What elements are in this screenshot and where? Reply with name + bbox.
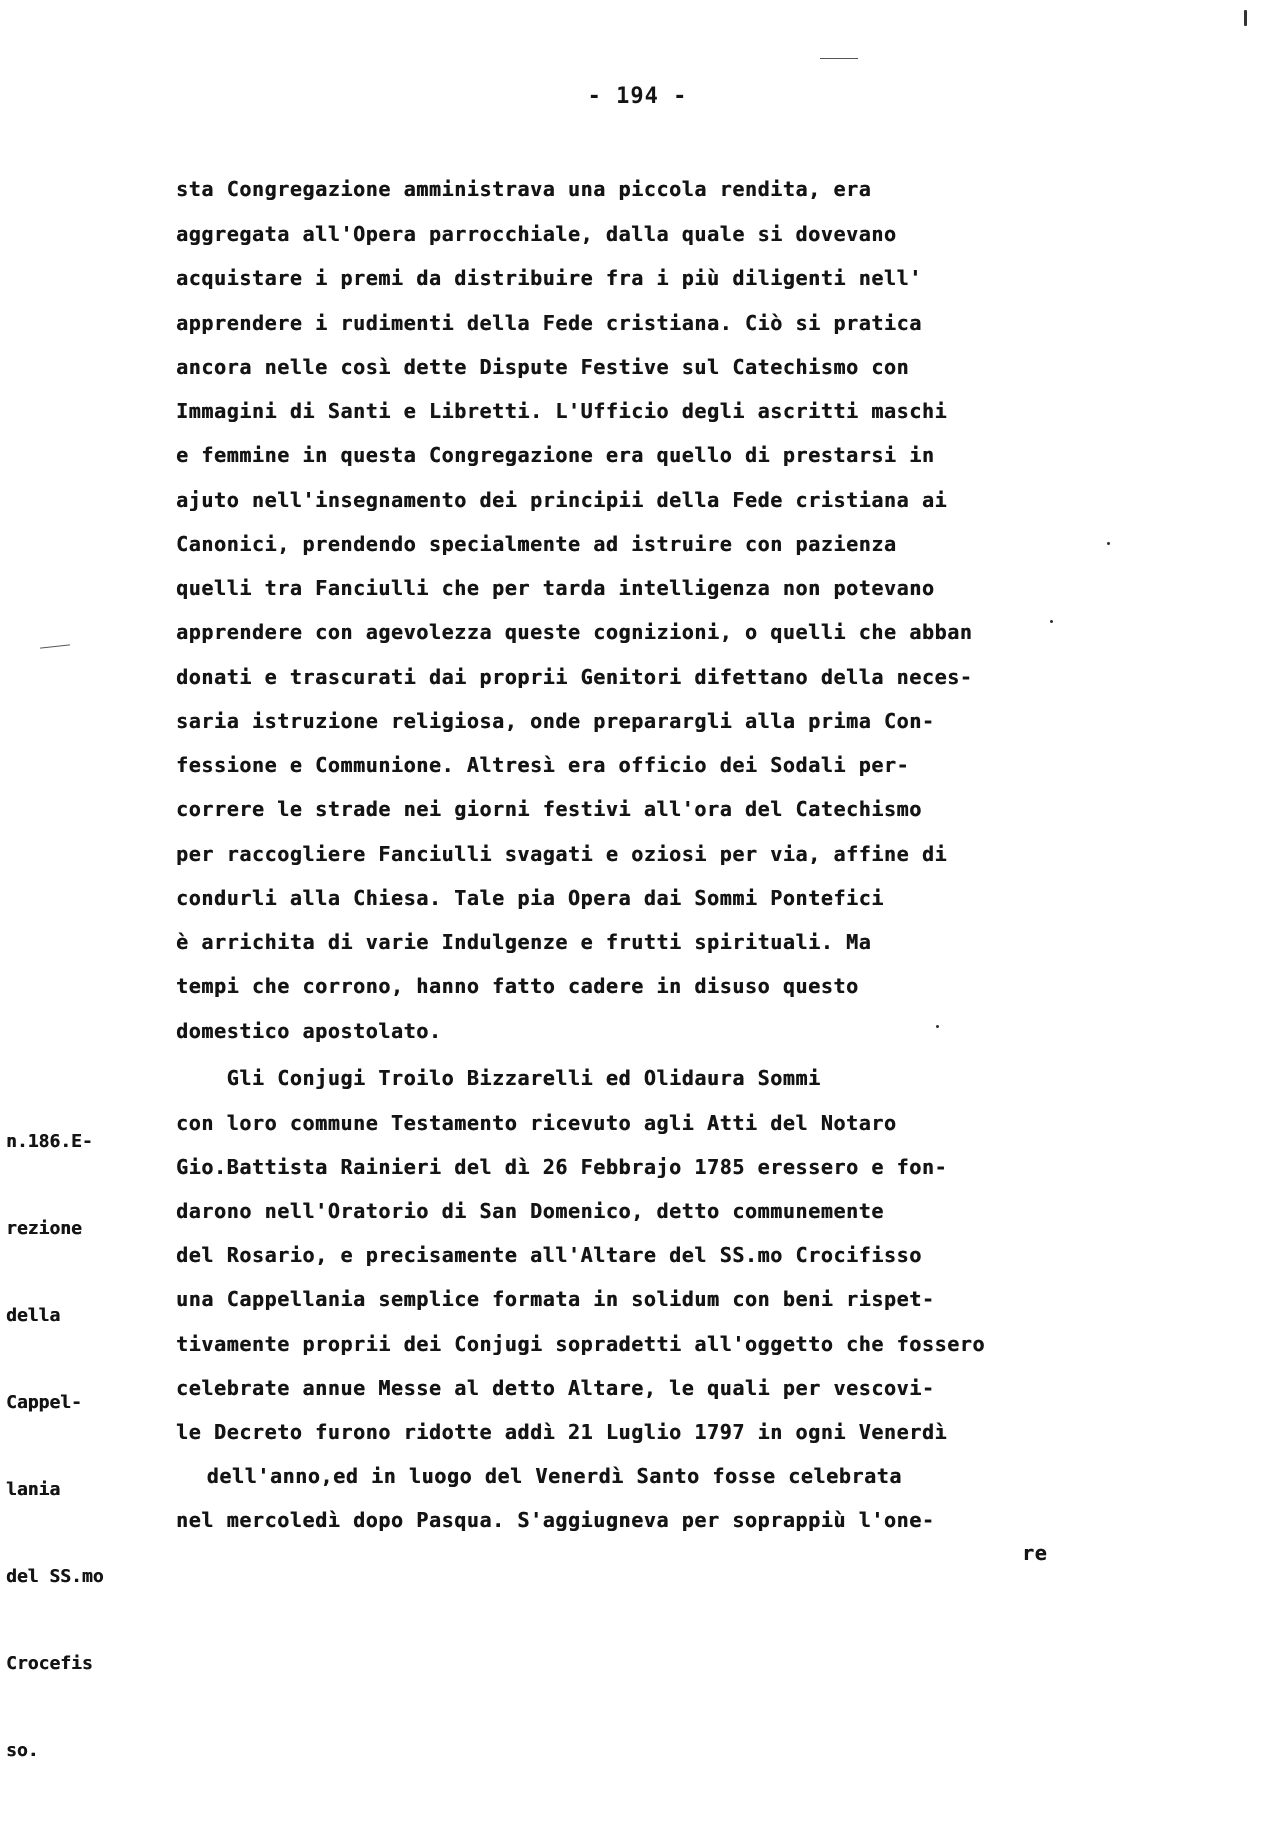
body-line: acquistare i premi da distribuire fra i più diligenti nell' <box>176 266 922 290</box>
scan-mark <box>40 644 70 648</box>
body-line: Canonici, prendendo specialmente ad istruire con pazienza <box>176 532 897 556</box>
body-line: e femmine in questa Congregazione era quello di prestarsi in <box>176 443 935 467</box>
margin-note-line: Cappel- <box>6 1392 82 1413</box>
body-line: per raccogliere Fanciulli svagati e oziosi per via, affine di <box>176 842 948 866</box>
scan-mark <box>820 58 858 59</box>
body-line: saria istruzione religiosa, onde preparargli alla prima Con- <box>176 709 935 733</box>
body-line: domestico apostolato. <box>176 1019 442 1043</box>
body-line: tempi che corrono, hanno fatto cadere in disuso questo <box>176 974 859 998</box>
margin-note <box>6 1069 156 1823</box>
body-line: fessione e Communione. Altresì era officio dei Sodali per- <box>176 753 910 777</box>
body-line: è arrichita di varie Indulgenze e frutti spirituali. Ma <box>176 930 872 954</box>
body-line: nel mercoledì dopo Pasqua. S'aggiugneva per soprappiù l'one- <box>176 1508 935 1532</box>
body-line: darono nell'Oratorio di San Domenico, detto communemente <box>176 1199 884 1223</box>
body-line: condurli alla Chiesa. Tale pia Opera dai Sommi Pontefici <box>176 886 884 910</box>
page-number: - 194 - <box>587 84 688 109</box>
body-line: le Decreto furono ridotte addì 21 Luglio 1797 in ogni Venerdì <box>176 1420 948 1444</box>
body-line: aggregata all'Opera parrocchiale, dalla quale si dovevano <box>176 222 897 246</box>
body-line: Immagini di Santi e Libretti. L'Ufficio degli ascritti maschi <box>176 399 948 423</box>
body-line: apprendere i rudimenti della Fede cristiana. Ciò si pratica <box>176 311 922 335</box>
body-line: Gio.Battista Rainieri del dì 26 Febbrajo 1785 eressero e fon- <box>176 1155 948 1179</box>
scan-mark <box>936 1025 939 1028</box>
body-line: tivamente proprii dei Conjugi sopradetti all'oggetto che fossero <box>176 1332 986 1356</box>
body-line: con loro commune Testamento ricevuto agli Atti del Notaro <box>176 1111 897 1135</box>
margin-note-line: del SS.mo <box>6 1566 104 1587</box>
body-line: correre le strade nei giorni festivi all'ora del Catechismo <box>176 797 922 821</box>
margin-note-line: della <box>6 1305 61 1326</box>
body-line: una Cappellania semplice formata in solidum con beni rispet- <box>176 1287 935 1311</box>
scan-mark <box>1107 542 1110 545</box>
scan-mark <box>1050 620 1053 623</box>
body-line: dell'anno,ed in luogo del Venerdì Santo fosse celebrata <box>194 1464 902 1488</box>
body-line: apprendere con agevolezza queste cognizioni, o quelli che abban <box>176 620 973 644</box>
body-line: ancora nelle così dette Dispute Festive sul Catechismo con <box>176 355 910 379</box>
margin-note-line: so. <box>6 1740 39 1761</box>
margin-note-line: Crocefis <box>6 1653 93 1674</box>
margin-note-line: lania <box>6 1479 61 1500</box>
body-line: quelli tra Fanciulli che per tarda intelligenza non potevano <box>176 576 935 600</box>
margin-note-line: rezione <box>6 1218 82 1239</box>
body-line: sta Congregazione amministrava una piccola rendita, era <box>176 177 872 201</box>
scan-mark <box>1244 10 1247 26</box>
body-line: donati e trascurati dai proprii Genitori difettano della neces- <box>176 665 973 689</box>
body-line: Gli Conjugi Troilo Bizzarelli ed Olidaura Sommi <box>176 1066 821 1090</box>
catchword: re <box>1022 1541 1048 1565</box>
body-line: del Rosario, e precisamente all'Altare del SS.mo Crocifisso <box>176 1243 922 1267</box>
body-line: ajuto nell'insegnamento dei principii della Fede cristiana ai <box>176 488 948 512</box>
margin-note-line: n.186.E- <box>6 1131 93 1152</box>
body-line: celebrate annue Messe al detto Altare, le quali per vescovi- <box>176 1376 935 1400</box>
